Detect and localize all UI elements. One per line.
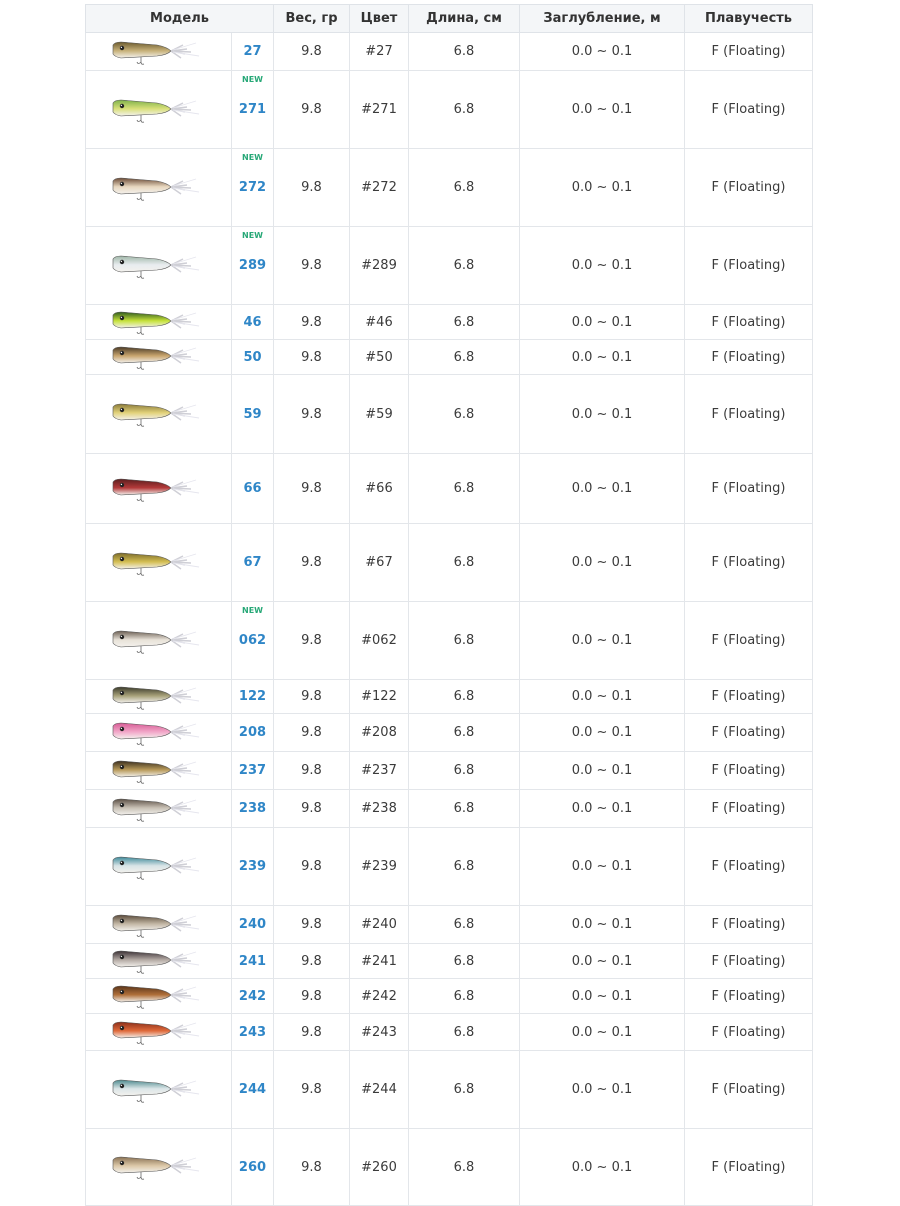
model-code-cell[interactable]	[232, 752, 274, 790]
weight-cell: 9.8	[274, 752, 350, 790]
lure-image	[111, 251, 207, 281]
model-code-link[interactable]: 271	[238, 102, 267, 117]
lure-image-cell	[86, 680, 232, 714]
new-badge: NEW	[242, 606, 263, 615]
lure-image-cell	[86, 149, 232, 227]
length-cell: 6.8	[409, 714, 520, 752]
model-code-cell[interactable]	[232, 375, 274, 454]
buoyancy-cell: F (Floating)	[685, 149, 813, 227]
color-cell: #243	[350, 1014, 409, 1051]
model-code-link[interactable]: 272	[238, 180, 267, 195]
color-cell: #241	[350, 944, 409, 979]
table-row	[86, 1014, 813, 1051]
color-cell: #46	[350, 305, 409, 340]
length-cell: 6.8	[409, 1051, 520, 1129]
model-code-cell[interactable]	[232, 149, 274, 227]
table-row	[86, 906, 813, 944]
lure-image	[111, 1075, 207, 1105]
model-code-link[interactable]: 289	[238, 258, 267, 273]
table-row	[86, 340, 813, 375]
buoyancy-cell: F (Floating)	[685, 33, 813, 71]
buoyancy-cell: F (Floating)	[685, 944, 813, 979]
new-badge: NEW	[242, 75, 263, 84]
buoyancy-cell: F (Floating)	[685, 1051, 813, 1129]
lure-image	[111, 399, 207, 429]
depth-cell: 0.0 ~ 0.1	[520, 375, 685, 454]
color-cell: #240	[350, 906, 409, 944]
length-cell: 6.8	[409, 227, 520, 305]
model-code-cell[interactable]	[232, 71, 274, 149]
lure-image-cell	[86, 340, 232, 375]
color-cell: #271	[350, 71, 409, 149]
new-badge: NEW	[242, 231, 263, 240]
weight-cell: 9.8	[274, 906, 350, 944]
buoyancy-cell: F (Floating)	[685, 375, 813, 454]
model-code-link[interactable]: 241	[238, 953, 267, 969]
length-cell: 6.8	[409, 680, 520, 714]
lure-spec-table	[85, 4, 813, 1206]
model-code-cell[interactable]	[232, 454, 274, 524]
model-code-cell[interactable]	[232, 680, 274, 714]
table-row	[86, 1051, 813, 1129]
model-code-link[interactable]: 239	[238, 859, 267, 874]
color-cell: #244	[350, 1051, 409, 1129]
model-code-cell[interactable]	[232, 979, 274, 1014]
buoyancy-cell: F (Floating)	[685, 979, 813, 1014]
model-code-cell[interactable]	[232, 944, 274, 979]
model-code-link[interactable]: 242	[238, 988, 267, 1004]
lure-image	[111, 1152, 207, 1182]
lure-image-cell	[86, 1051, 232, 1129]
table-row	[86, 944, 813, 979]
buoyancy-cell: F (Floating)	[685, 1129, 813, 1206]
table-row	[86, 524, 813, 602]
model-code-link[interactable]: 237	[238, 763, 267, 778]
lure-image-cell	[86, 944, 232, 979]
weight-cell: 9.8	[274, 979, 350, 1014]
lure-image-cell	[86, 906, 232, 944]
color-cell: #66	[350, 454, 409, 524]
lure-image	[111, 794, 207, 824]
length-cell: 6.8	[409, 305, 520, 340]
buoyancy-cell: F (Floating)	[685, 71, 813, 149]
lure-image-cell	[86, 602, 232, 680]
buoyancy-cell: F (Floating)	[685, 714, 813, 752]
weight-cell: 9.8	[274, 375, 350, 454]
model-code-link[interactable]: 46	[243, 314, 262, 330]
table-row	[86, 714, 813, 752]
table-row	[86, 454, 813, 524]
model-code-link[interactable]: 122	[238, 689, 267, 704]
buoyancy-cell: F (Floating)	[685, 828, 813, 906]
lure-image	[111, 307, 207, 337]
length-cell: 6.8	[409, 375, 520, 454]
lure-image-cell	[86, 71, 232, 149]
weight-cell: 9.8	[274, 524, 350, 602]
weight-cell: 9.8	[274, 340, 350, 375]
color-cell: #122	[350, 680, 409, 714]
table-row	[86, 149, 813, 227]
weight-cell: 9.8	[274, 149, 350, 227]
length-cell: 6.8	[409, 790, 520, 828]
depth-cell: 0.0 ~ 0.1	[520, 979, 685, 1014]
depth-cell: 0.0 ~ 0.1	[520, 1014, 685, 1051]
buoyancy-cell: F (Floating)	[685, 524, 813, 602]
length-cell: 6.8	[409, 149, 520, 227]
lure-image	[111, 718, 207, 748]
lure-image	[111, 37, 207, 67]
lure-image	[111, 342, 207, 372]
length-cell: 6.8	[409, 944, 520, 979]
table-row	[86, 33, 813, 71]
model-code-link[interactable]: 66	[243, 481, 262, 496]
table-row	[86, 602, 813, 680]
weight-cell: 9.8	[274, 944, 350, 979]
header-length: Длина, см	[409, 5, 520, 33]
model-code-cell[interactable]	[232, 906, 274, 944]
model-code-cell[interactable]	[232, 33, 274, 71]
length-cell: 6.8	[409, 602, 520, 680]
depth-cell: 0.0 ~ 0.1	[520, 1051, 685, 1129]
buoyancy-cell: F (Floating)	[685, 602, 813, 680]
length-cell: 6.8	[409, 906, 520, 944]
depth-cell: 0.0 ~ 0.1	[520, 906, 685, 944]
lure-image	[111, 910, 207, 940]
lure-image	[111, 95, 207, 125]
model-code-cell[interactable]	[232, 1051, 274, 1129]
length-cell: 6.8	[409, 524, 520, 602]
lure-image-cell	[86, 1014, 232, 1051]
color-cell: #237	[350, 752, 409, 790]
lure-image-cell	[86, 305, 232, 340]
lure-image-cell	[86, 752, 232, 790]
model-code-link[interactable]: 062	[238, 633, 267, 648]
model-code-cell[interactable]	[232, 602, 274, 680]
lure-image	[111, 173, 207, 203]
length-cell: 6.8	[409, 33, 520, 71]
buoyancy-cell: F (Floating)	[685, 340, 813, 375]
lure-image-cell	[86, 1129, 232, 1206]
table-row	[86, 1129, 813, 1206]
color-cell: #242	[350, 979, 409, 1014]
header-weight: Вес, гр	[274, 5, 350, 33]
length-cell: 6.8	[409, 752, 520, 790]
lure-spec-table-container	[85, 4, 812, 1206]
depth-cell: 0.0 ~ 0.1	[520, 828, 685, 906]
header-model: Модель	[86, 5, 274, 33]
table-row	[86, 790, 813, 828]
depth-cell: 0.0 ~ 0.1	[520, 714, 685, 752]
depth-cell: 0.0 ~ 0.1	[520, 944, 685, 979]
model-code-link[interactable]: 27	[243, 44, 262, 59]
header-buoyancy: Плавучесть	[685, 5, 813, 33]
weight-cell: 9.8	[274, 714, 350, 752]
model-code-cell[interactable]	[232, 1129, 274, 1206]
length-cell: 6.8	[409, 1014, 520, 1051]
buoyancy-cell: F (Floating)	[685, 752, 813, 790]
model-code-link[interactable]: 260	[238, 1159, 267, 1175]
lure-image-cell	[86, 227, 232, 305]
table-row	[86, 71, 813, 149]
depth-cell: 0.0 ~ 0.1	[520, 227, 685, 305]
lure-image-cell	[86, 714, 232, 752]
lure-image-cell	[86, 828, 232, 906]
model-code-link[interactable]: 67	[243, 555, 262, 570]
depth-cell: 0.0 ~ 0.1	[520, 1129, 685, 1206]
table-body	[86, 33, 813, 1206]
model-code-cell[interactable]	[232, 714, 274, 752]
model-code-link[interactable]: 50	[243, 349, 262, 365]
table-row	[86, 305, 813, 340]
color-cell: #260	[350, 1129, 409, 1206]
model-code-link[interactable]: 238	[238, 801, 267, 816]
weight-cell: 9.8	[274, 1129, 350, 1206]
color-cell: #272	[350, 149, 409, 227]
color-cell: #239	[350, 828, 409, 906]
lure-image-cell	[86, 790, 232, 828]
model-code-cell[interactable]	[232, 524, 274, 602]
depth-cell: 0.0 ~ 0.1	[520, 602, 685, 680]
lure-image	[111, 626, 207, 656]
weight-cell: 9.8	[274, 71, 350, 149]
model-code-link[interactable]: 208	[238, 725, 267, 740]
color-cell: #27	[350, 33, 409, 71]
color-cell: #238	[350, 790, 409, 828]
model-code-cell[interactable]	[232, 305, 274, 340]
model-code-link[interactable]: 244	[238, 1082, 267, 1097]
lure-image	[111, 474, 207, 504]
lure-image	[111, 946, 207, 976]
color-cell: #67	[350, 524, 409, 602]
table-row	[86, 752, 813, 790]
weight-cell: 9.8	[274, 1051, 350, 1129]
model-code-cell[interactable]	[232, 227, 274, 305]
depth-cell: 0.0 ~ 0.1	[520, 71, 685, 149]
weight-cell: 9.8	[274, 680, 350, 714]
depth-cell: 0.0 ~ 0.1	[520, 454, 685, 524]
weight-cell: 9.8	[274, 33, 350, 71]
lure-image	[111, 1017, 207, 1047]
color-cell: #59	[350, 375, 409, 454]
depth-cell: 0.0 ~ 0.1	[520, 305, 685, 340]
weight-cell: 9.8	[274, 305, 350, 340]
lure-image	[111, 756, 207, 786]
weight-cell: 9.8	[274, 227, 350, 305]
table-row	[86, 227, 813, 305]
header-depth: Заглубление, м	[520, 5, 685, 33]
model-code-link[interactable]: 240	[238, 917, 267, 932]
depth-cell: 0.0 ~ 0.1	[520, 680, 685, 714]
length-cell: 6.8	[409, 979, 520, 1014]
header-color: Цвет	[350, 5, 409, 33]
model-code-link[interactable]: 243	[238, 1024, 267, 1040]
lure-image-cell	[86, 375, 232, 454]
buoyancy-cell: F (Floating)	[685, 680, 813, 714]
table-row	[86, 375, 813, 454]
weight-cell: 9.8	[274, 602, 350, 680]
color-cell: #289	[350, 227, 409, 305]
lure-image	[111, 981, 207, 1011]
model-code-cell[interactable]	[232, 1014, 274, 1051]
length-cell: 6.8	[409, 454, 520, 524]
length-cell: 6.8	[409, 828, 520, 906]
table-row	[86, 828, 813, 906]
depth-cell: 0.0 ~ 0.1	[520, 524, 685, 602]
buoyancy-cell: F (Floating)	[685, 227, 813, 305]
color-cell: #50	[350, 340, 409, 375]
weight-cell: 9.8	[274, 1014, 350, 1051]
table-header-row	[86, 5, 813, 33]
depth-cell: 0.0 ~ 0.1	[520, 340, 685, 375]
new-badge: NEW	[242, 153, 263, 162]
model-code-cell[interactable]	[232, 790, 274, 828]
depth-cell: 0.0 ~ 0.1	[520, 752, 685, 790]
length-cell: 6.8	[409, 340, 520, 375]
table-row	[86, 979, 813, 1014]
lure-image-cell	[86, 979, 232, 1014]
depth-cell: 0.0 ~ 0.1	[520, 790, 685, 828]
depth-cell: 0.0 ~ 0.1	[520, 149, 685, 227]
model-code-link[interactable]: 59	[243, 406, 262, 422]
table-row	[86, 680, 813, 714]
weight-cell: 9.8	[274, 790, 350, 828]
buoyancy-cell: F (Floating)	[685, 454, 813, 524]
model-code-cell[interactable]	[232, 828, 274, 906]
buoyancy-cell: F (Floating)	[685, 790, 813, 828]
lure-image	[111, 548, 207, 578]
color-cell: #208	[350, 714, 409, 752]
weight-cell: 9.8	[274, 454, 350, 524]
length-cell: 6.8	[409, 71, 520, 149]
lure-image-cell	[86, 33, 232, 71]
buoyancy-cell: F (Floating)	[685, 1014, 813, 1051]
length-cell: 6.8	[409, 1129, 520, 1206]
buoyancy-cell: F (Floating)	[685, 906, 813, 944]
lure-image-cell	[86, 524, 232, 602]
depth-cell: 0.0 ~ 0.1	[520, 33, 685, 71]
lure-image-cell	[86, 454, 232, 524]
model-code-cell[interactable]	[232, 340, 274, 375]
weight-cell: 9.8	[274, 828, 350, 906]
buoyancy-cell: F (Floating)	[685, 305, 813, 340]
color-cell: #062	[350, 602, 409, 680]
lure-image	[111, 852, 207, 882]
lure-image	[111, 682, 207, 712]
